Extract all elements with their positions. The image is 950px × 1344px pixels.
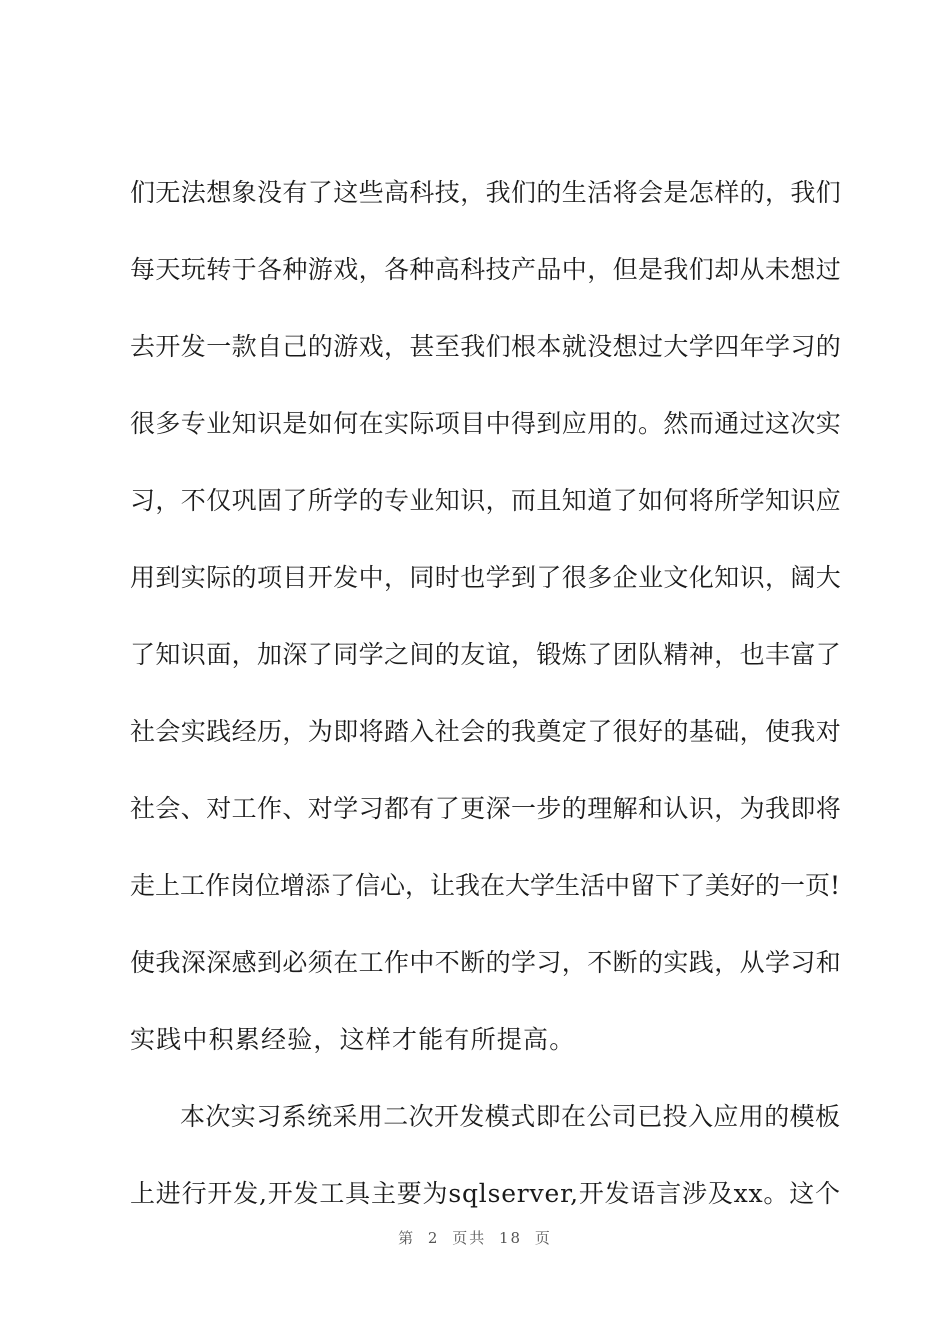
paragraph-line: 实践中积累经验，这样才能有所提高。 [130,1025,576,1054]
paragraph-line: 去开发一款自己的游戏，甚至我们根本就没想过大学四年学习的 [130,332,842,361]
paragraph-line: 了知识面，加深了同学之间的友谊，锻炼了团队精神，也丰富了 [130,640,842,669]
paragraph-line: 习，不仅巩固了所学的专业知识，而且知道了如何将所学知识应 [130,486,842,515]
paragraph-line: 本次实习系统采用二次开发模式即在公司已投入应用的模板 [180,1102,841,1131]
page-number-footer: 第 2 页共 18 页 [398,1229,552,1247]
paragraph-line: 社会实践经历，为即将踏入社会的我奠定了很好的基础，使我对 [130,717,842,746]
paragraph-line: 每天玩转于各种游戏，各种高科技产品中，但是我们却从未想过 [130,255,842,284]
paragraph-line: 很多专业知识是如何在实际项目中得到应用的。然而通过这次实 [130,409,842,438]
paragraph-line: 上进行开发,开发工具主要为sqlserver,开发语言涉及xx。这个 [130,1179,841,1208]
paragraph-line: 用到实际的项目开发中，同时也学到了很多企业文化知识，阔大 [130,563,842,592]
paragraph-line: 社会、对工作、对学习都有了更深一步的理解和认识，为我即将 [130,794,842,823]
paragraph-line: 们无法想象没有了这些高科技，我们的生活将会是怎样的，我们 [130,178,842,207]
paragraph-line: 使我深深感到必须在工作中不断的学习，不断的实践，从学习和 [130,948,842,977]
paragraph-line: 走上工作岗位增添了信心，让我在大学生活中留下了美好的一页! [130,871,841,900]
